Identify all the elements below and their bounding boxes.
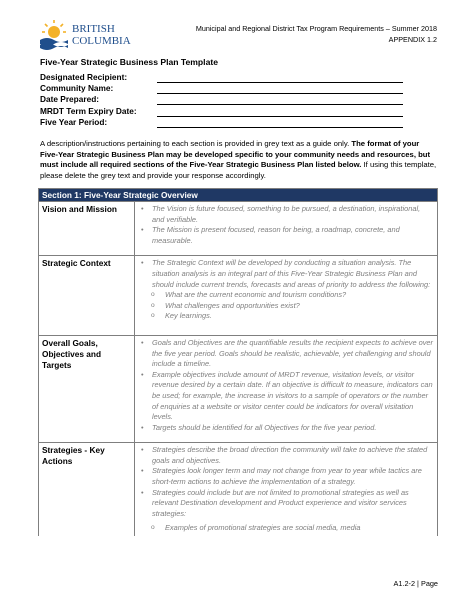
- field-label: MRDT Term Expiry Date:: [40, 105, 137, 116]
- recipient-fields: [40, 72, 410, 128]
- instructions-bold: The format of your Five-Year Strategic Business Plan may be developed specific to your community needs and resources, but must include all required sections of the Five-Year Strategic Business Plan listed below.: [40, 139, 431, 170]
- guide-bullet: • Goals and Objectives are the quantifiable results the recipient expects to achieve over the five year period. Goals should be realistic, achievable, yet challenging and should include a timeline.: [152, 338, 434, 370]
- document-header: [196, 23, 437, 45]
- field-label: Designated Recipient:: [40, 72, 128, 82]
- field-underline[interactable]: [157, 73, 403, 83]
- strategic-overview-table: [38, 188, 438, 536]
- row-label: Vision and Mission: [39, 202, 135, 256]
- table-row: [39, 335, 438, 442]
- guide-bullet: • The Strategic Context will be developed by conducting a situation analysis. The situation analysis is an integral part of this Five-Year Strategic Business Plan and should include current trends, forecasts and areas of priority to address the following:: [152, 258, 434, 290]
- section-header: Section 1: Five-Year Strategic Overview: [39, 189, 438, 202]
- row-label: Strategies - Key Actions: [39, 443, 135, 536]
- field-label: Date Prepared:: [40, 94, 100, 105]
- guide-bullet: • Targets should be identified for all Objectives for the five year period.: [152, 423, 434, 434]
- row-label: Strategic Context: [39, 256, 135, 336]
- logo-line2: COLUMBIA: [72, 35, 131, 47]
- instructions-paragraph: [40, 139, 437, 181]
- field-underline[interactable]: [157, 95, 403, 105]
- instructions-text: A description/instructions pertaining to each section is provided in grey text as a guide only.: [40, 139, 352, 148]
- table-row: [39, 443, 438, 536]
- field-underline[interactable]: [157, 107, 403, 117]
- template-title: Five-Year Strategic Business Plan Template: [40, 57, 218, 67]
- guide-bullet: • Strategies could include but are not limited to promotional strategies as well as relevant Destination development and Product experience and visitor services strategies:: [152, 488, 434, 520]
- row-content[interactable]: [135, 256, 438, 336]
- field-row: [40, 94, 410, 105]
- table-row: [39, 256, 438, 336]
- page-footer: A1.2-2 | Page: [393, 579, 438, 588]
- field-label: Community Name:: [40, 83, 114, 94]
- field-row: [40, 117, 410, 128]
- row-content[interactable]: [135, 335, 438, 442]
- field-underline[interactable]: [157, 84, 403, 94]
- field-row: [40, 106, 410, 117]
- bc-sun-icon: [40, 18, 150, 50]
- table-row: [39, 202, 438, 256]
- program-title: Municipal and Regional District Tax Program Requirements – Summer 2018: [195, 24, 437, 33]
- bc-logo: [40, 18, 150, 48]
- row-content[interactable]: [135, 443, 438, 536]
- guide-bullet: • Example objectives include amount of MRDT revenue, visitation levels, or visitor revenue desired by a certain date. If an objective is difficult to measure, indicators can be used; for example, the increase in visitors to a sample of operators or the number of enquiries at a website or visitor center could be indicators for overall visitation levels.: [152, 370, 434, 423]
- field-row: [40, 72, 410, 83]
- field-row: [40, 83, 410, 94]
- guide-bullet: • The Mission is present focused, reason for being, a roadmap, concrete, and measurable.: [152, 225, 434, 246]
- field-underline[interactable]: [157, 118, 403, 128]
- row-label: Overall Goals, Objectives and Targets: [39, 335, 135, 442]
- instructions-text-end: If using this template, please delete the grey text and provide your response accordingly.: [40, 160, 437, 180]
- guide-sub-bullet: o What are the current economic and tourism conditions?: [165, 290, 434, 301]
- guide-sub-bullet: o What challenges and opportunities exist?: [165, 301, 434, 312]
- guide-sub-bullet: o Examples of promotional strategies are social media, media: [165, 523, 434, 534]
- row-content[interactable]: [135, 202, 438, 256]
- guide-sub-bullet: o Key learnings.: [165, 311, 434, 322]
- guide-bullet: • Strategies look longer term and may not change from year to year while tactics are short-term actions to achieve the implementation of a strategy.: [152, 466, 434, 487]
- logo-line1: BRITISH: [72, 23, 115, 35]
- appendix-label: APPENDIX 1.2: [388, 35, 437, 44]
- guide-bullet: • Strategies describe the broad direction the community will take to achieve the stated goals and objectives.: [152, 445, 434, 466]
- field-label: Five Year Period:: [40, 116, 108, 127]
- guide-bullet: • The Vision is future focused, something to be pursued, a destination, inspirational, and verifiable.: [152, 204, 434, 225]
